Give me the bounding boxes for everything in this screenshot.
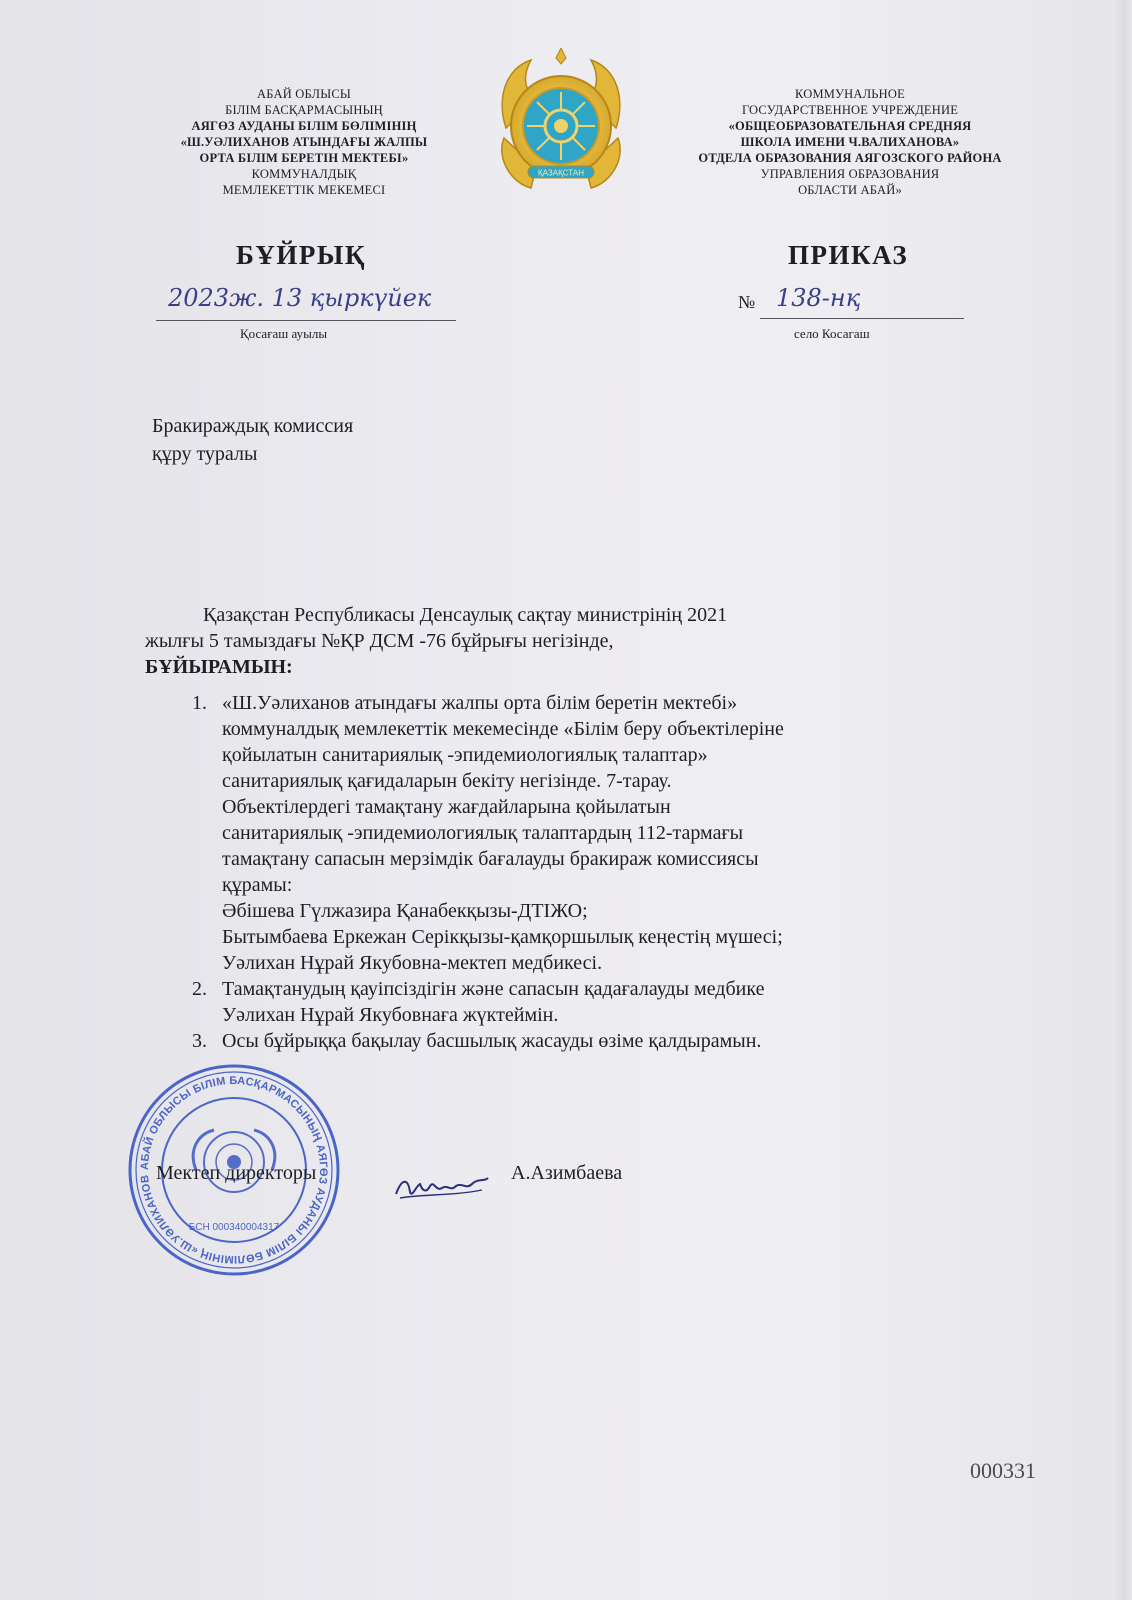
subject-line: құру туралы bbox=[152, 443, 258, 465]
header-right-line: «ОБЩЕОБРАЗОВАТЕЛЬНАЯ СРЕДНЯЯ bbox=[728, 119, 972, 133]
header-right-line: КОММУНАЛЬНОЕ bbox=[795, 87, 905, 101]
order-title-kz: БҰЙРЫҚ bbox=[236, 240, 366, 270]
intro-line: жылғы 5 тамыздағы №ҚР ДСМ -76 бұйрығы негізінде, bbox=[145, 630, 614, 652]
order-item-number: 3. bbox=[192, 1030, 207, 1052]
order-item-line: Уәлихан Нұрай Якубовнаға жүктеймін. bbox=[222, 1004, 559, 1026]
order-item-line: Әбішева Гүлжазира Қанабекқызы-ДТІЖО; bbox=[222, 900, 588, 922]
order-item bbox=[192, 1028, 1052, 1054]
place-kz: Қосағаш ауылы bbox=[240, 326, 328, 341]
emblem-ribbon-text: ҚАЗАҚСТАН bbox=[538, 168, 584, 178]
director-name: А.Азимбаева bbox=[511, 1162, 623, 1184]
header-left-line: «Ш.УӘЛИХАНОВ АТЫНДАҒЫ ЖАЛПЫ bbox=[180, 135, 428, 149]
signature-mark bbox=[392, 1172, 492, 1211]
date-line bbox=[156, 284, 456, 321]
handwritten-signature-icon bbox=[392, 1172, 492, 1206]
order-item-line: санитариялық -эпидемиологиялық талаптардың 112-тармағы bbox=[222, 822, 744, 844]
order-item-number: 1. bbox=[192, 692, 207, 714]
place-ru: село Косагаш bbox=[794, 326, 870, 341]
order-item-line: Осы бұйрыққа бақылау басшылық жасауды өзіме қалдырамын. bbox=[222, 1030, 762, 1052]
stamp-bin: БСН 000340004317 bbox=[188, 1222, 280, 1233]
subject-line: Бракираждық комиссия bbox=[152, 415, 354, 437]
number-line bbox=[760, 284, 964, 319]
header-right bbox=[650, 86, 1050, 198]
order-items bbox=[192, 690, 1052, 1054]
header-right-line: ГОСУДАРСТВЕННОЕ УЧРЕЖДЕНИЕ bbox=[741, 103, 959, 117]
emblem bbox=[486, 48, 636, 203]
order-item-line: қойылатын санитариялық -эпидемиологиялық талаптар» bbox=[222, 744, 708, 766]
header-left-line: МЕМЛЕКЕТТІК МЕКЕМЕСІ bbox=[222, 183, 386, 197]
order-item-line: Объектілердегі тамақтану жағдайларына қойылатын bbox=[222, 796, 671, 818]
order-item-line: құрамы: bbox=[222, 874, 293, 896]
intro-line: Қазақстан Республикасы Денсаулық сақтау министрінің 2021 bbox=[203, 604, 728, 626]
header-left-line: КОММУНАЛДЫҚ bbox=[251, 167, 357, 181]
header-right-line: ОБЛАСТИ АБАЙ» bbox=[798, 183, 902, 197]
header-left-line: ОРТА БІЛІМ БЕРЕТІН МЕКТЕБІ» bbox=[199, 151, 409, 165]
order-item bbox=[192, 690, 1052, 976]
header-left-line: АЯГӨЗ АУДАНЫ БІЛІМ БӨЛІМІНІҢ bbox=[191, 119, 417, 133]
number-prefix: № bbox=[738, 292, 756, 312]
serial-number: 000331 bbox=[970, 1458, 1036, 1483]
subject bbox=[152, 413, 353, 467]
intro bbox=[145, 602, 727, 680]
header-left bbox=[150, 86, 458, 198]
order-item-line: Тамақтанудың қауіпсіздігін және сапасын қадағалауды медбике bbox=[222, 978, 765, 1000]
order-item-line: «Ш.Уәлиханов атындағы жалпы орта білім беретін мектебі» bbox=[222, 692, 738, 714]
order-title-ru: ПРИКАЗ bbox=[788, 240, 909, 270]
date-handwritten: 2023ж. 13 қыркүйек bbox=[168, 284, 432, 312]
state-emblem-icon bbox=[486, 48, 636, 198]
header-right-line: ОТДЕЛА ОБРАЗОВАНИЯ АЯГОЗСКОГО РАЙОНА bbox=[698, 151, 1002, 165]
number-handwritten: 138-нқ bbox=[776, 284, 861, 312]
order-item-line: Бытымбаева Еркежан Серікқызы-қамқоршылық кеңестің мүшесі; bbox=[222, 926, 783, 948]
header-left-line: БІЛІМ БАСҚАРМАСЫНЫҢ bbox=[225, 103, 383, 117]
header-right-line: УПРАВЛЕНИЯ ОБРАЗОВАНИЯ bbox=[760, 167, 940, 181]
order-item bbox=[192, 976, 1052, 1028]
order-item-line: тамақтану сапасын мерзімдік бағалауды бракираж комиссиясы bbox=[222, 848, 759, 870]
stamp-ring-text: АБАЙ ОБЛЫСЫ БІЛІМ БАСҚАРМАСЫНЫҢ АЯГӨЗ АУДАНЫ БІЛІМ БӨЛІМІНІҢ «Ш.УӘЛИХАНОВ bbox=[138, 1074, 330, 1266]
order-item-line: коммуналдық мемлекеттік мекемесінде «Білім беру объектілеріне bbox=[222, 718, 784, 740]
order-item-line: санитариялық қағидаларын бекіту негізінде. 7-тарау. bbox=[222, 770, 672, 792]
order-word: БҰЙЫРАМЫН: bbox=[145, 656, 293, 678]
order-item-line: Уәлихан Нұрай Якубовна-мектеп медбикесі. bbox=[222, 952, 603, 974]
header-right-line: ШКОЛА ИМЕНИ Ч.ВАЛИХАНОВА» bbox=[740, 135, 960, 149]
header-left-line: АБАЙ ОБЛЫСЫ bbox=[257, 87, 351, 101]
director-position: Мектеп директоры bbox=[156, 1162, 317, 1184]
order-item-number: 2. bbox=[192, 978, 207, 1000]
page-edge bbox=[1114, 0, 1132, 1600]
